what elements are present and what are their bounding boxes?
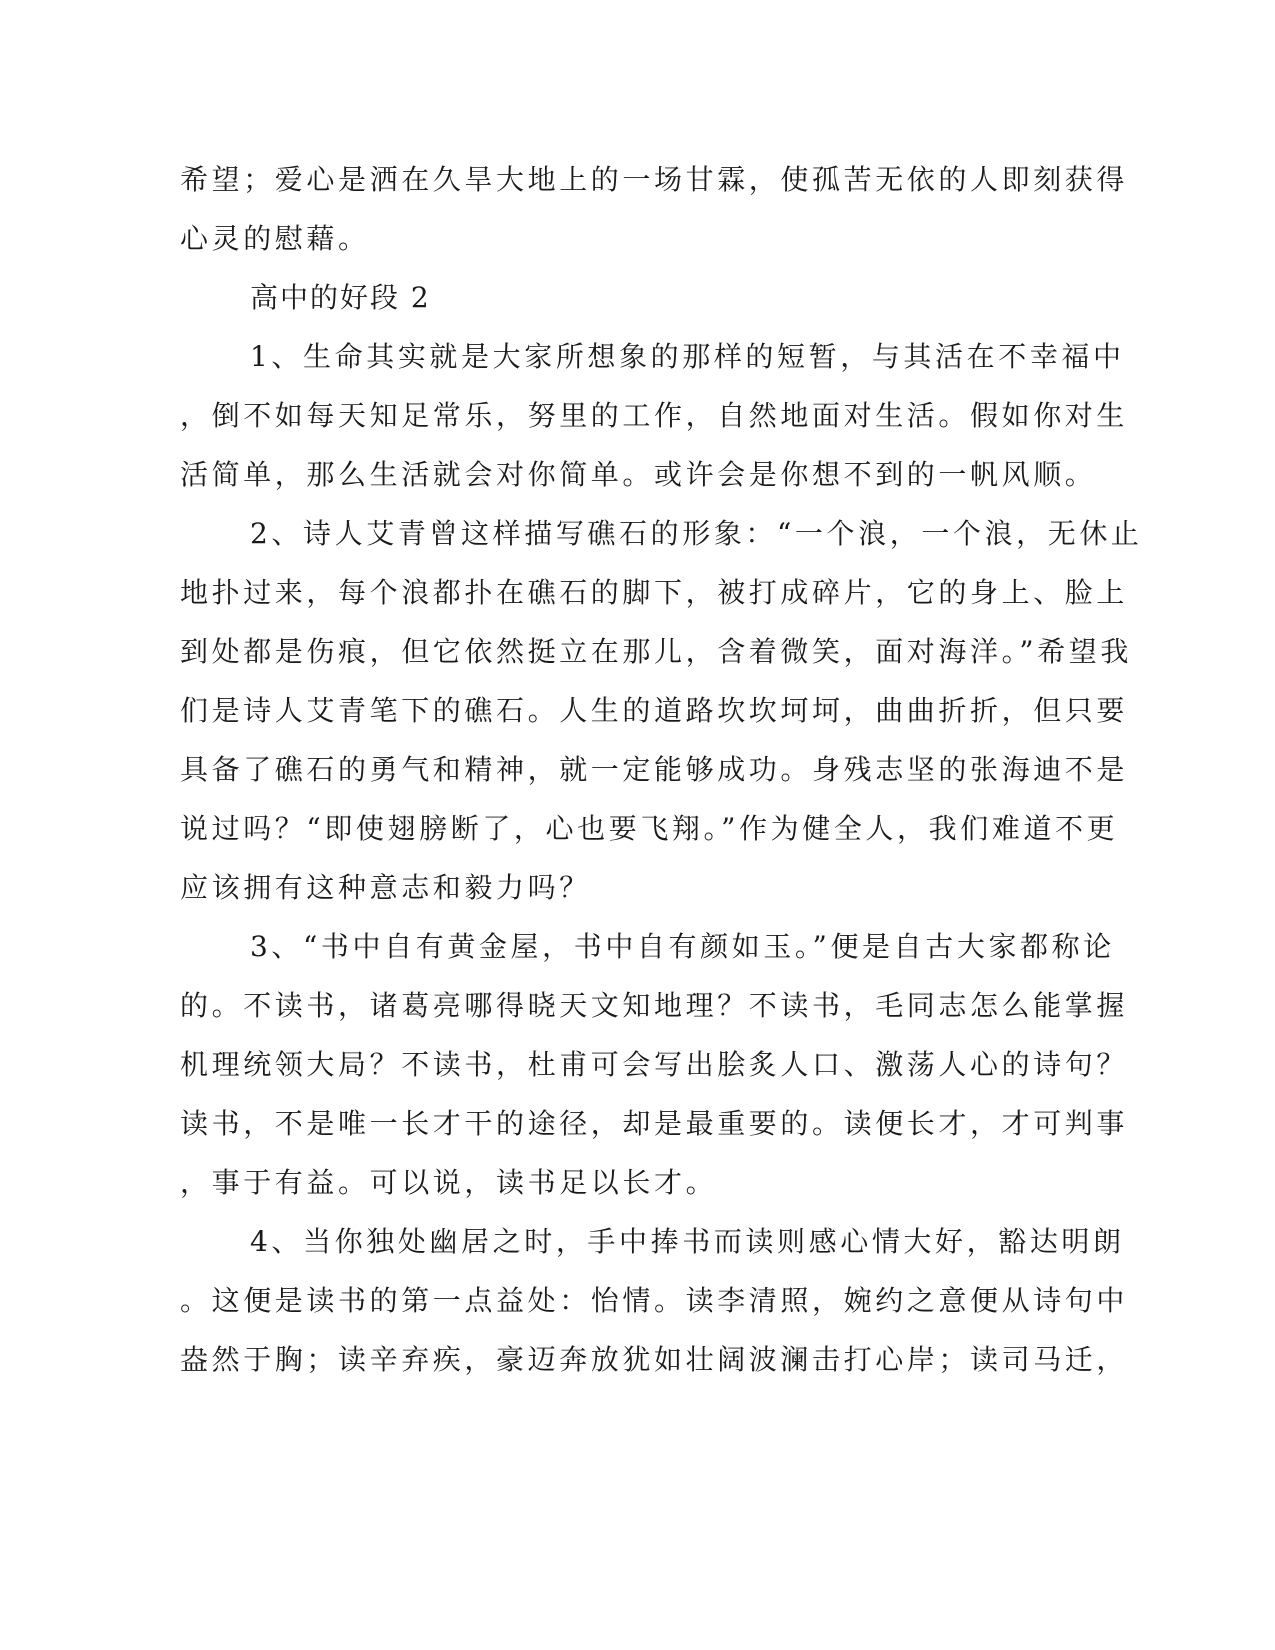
text-line: 3、“书中自有黄金屋，书中自有颜如玉。”便是自古大家都称论: [250, 930, 1115, 963]
text-line: 地扑过来，每个浪都扑在礁石的脚下，被打成碎片，它的身上、脸上: [180, 576, 1129, 609]
text-line: 们是诗人艾青笔下的礁石。人生的道路坎坎坷坷，曲曲折折，但只要: [180, 694, 1129, 727]
text-line: 应该拥有这种意志和毅力吗？: [180, 871, 591, 904]
text-line: 具备了礁石的勇气和精神，就一定能够成功。身残志坚的张海迪不是: [180, 753, 1129, 786]
text-line: ，倒不如每天知足常乐，努里的工作，自然地面对生活。假如你对生: [180, 399, 1129, 432]
text-line: 心灵的慰藉。: [180, 222, 370, 255]
text-line: 希望；爱心是洒在久旱大地上的一场甘霖，使孤苦无依的人即刻获得: [180, 163, 1129, 196]
text-line: 活简单，那么生活就会对你简单。或许会是你想不到的一帆风顺。: [180, 458, 1097, 491]
text-line: 读书，不是唯一长才干的途径，却是最重要的。读便长才，才可判事: [180, 1107, 1129, 1140]
text-line: 说过吗？“即使翅膀断了，心也要飞翔。”作为健全人，我们难道不更: [180, 812, 1119, 845]
text-line: 盎然于胸；读辛弃疾，豪迈奔放犹如壮阔波澜击打心岸；读司马迁，: [180, 1343, 1129, 1376]
text-line: ，事于有益。可以说，读书足以长才。: [180, 1166, 718, 1199]
section-heading: 高中的好段 2: [250, 281, 431, 314]
text-line: 1、生命其实就是大家所想象的那样的短暂，与其活在不幸福中: [250, 340, 1125, 373]
text-line: 2、诗人艾青曾这样描写礁石的形象：“一个浪，一个浪，无休止: [250, 517, 1143, 550]
text-line: 的。不读书，诸葛亮哪得晓天文知地理？不读书，毛同志怎么能掌握: [180, 989, 1129, 1022]
text-line: 4、当你独处幽居之时，手中捧书而读则感心情大好，豁达明朗: [250, 1225, 1125, 1258]
text-line: 。这便是读书的第一点益处：怡情。读李清照，婉约之意便从诗句中: [180, 1284, 1129, 1317]
text-line: 机理统领大局？不读书，杜甫可会写出脍炙人口、激荡人心的诗句？: [180, 1048, 1129, 1081]
text-line: 到处都是伤痕，但它依然挺立在那儿，含着微笑，面对海洋。”希望我: [180, 635, 1132, 668]
